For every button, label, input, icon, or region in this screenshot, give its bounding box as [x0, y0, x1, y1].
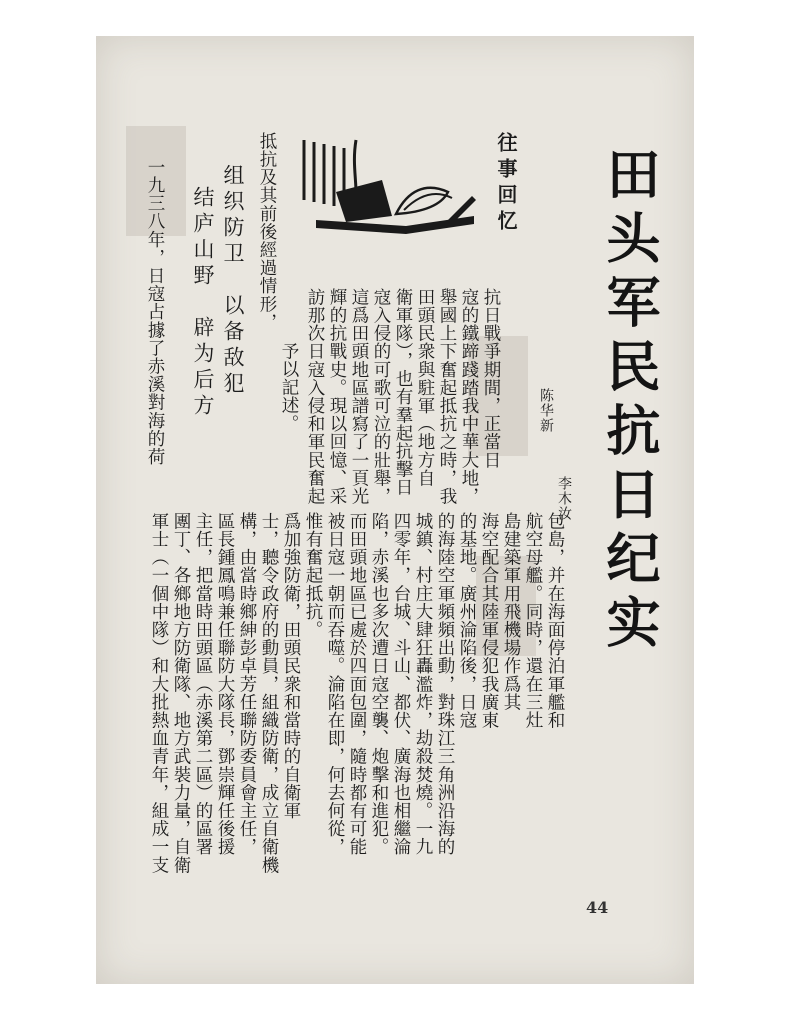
open-book-illustration — [296, 130, 486, 240]
author-2: 李木汝 — [556, 476, 572, 521]
text-line: 而田頭地區已處於四面包圍，隨時都有可能 — [347, 512, 367, 856]
text-line: 軍士（一個中隊）和大批熱血青年，組成一支 — [149, 512, 169, 874]
text-line: 主任，把當時田頭區（赤溪第二區）的區署 — [193, 512, 213, 856]
text-line: 田頭民衆與駐軍（地方自 — [415, 288, 435, 488]
text-line: 舉國上下奮起抵抗之時，我 — [437, 288, 457, 506]
text-line: 航空母艦。同時，還在三灶 — [523, 512, 543, 730]
section-label: 往事回忆 — [494, 132, 518, 236]
text-line: 士，聽令政府的動員，組織防衛，成立自衛機 — [259, 512, 279, 874]
text-line: 城鎮、村庄大肆狂轟濫炸，劫殺焚燒。一九 — [413, 512, 433, 856]
text-block-main — [148, 512, 566, 892]
text-line: 抗日戰爭期間，正當日 — [481, 288, 501, 469]
text-line: 寇入侵的可歌可泣的壯舉， — [371, 288, 391, 506]
text-line: 包島，并在海面停泊軍艦和 — [545, 512, 565, 730]
text-line: 的基地。廣州淪陷後，日寇 — [457, 512, 477, 730]
book-page — [96, 36, 694, 984]
text-line: 這爲田頭地區譜寫了一頁光 — [349, 288, 369, 506]
text-line: 四零年，台城、斗山、都伏、廣海也相繼淪 — [391, 512, 411, 856]
text-line: 島建築軍用飛機場作爲其 — [501, 512, 521, 712]
intro-tail-line-2: 予以記述。 — [279, 342, 299, 433]
author-1: 陈华新 — [538, 388, 554, 433]
text-line-last-left: 一九三八年，日寇占據了赤溪對海的荷 — [145, 158, 165, 466]
text-line: 海空配合其陸軍侵犯我廣東 — [479, 512, 499, 730]
text-line: 訪那次日寇入侵和軍民奮起 — [305, 288, 325, 506]
text-line: 爲加強防衛，田頭民衆和當時的自衛軍 — [281, 512, 301, 820]
text-line: 團丁、各鄉地方防衛隊、地方武裝力量，自衛 — [171, 512, 191, 874]
subtitle-2: 结庐山野 辟为后方 — [191, 186, 215, 420]
subtitle-1: 组织防卫 以备敌犯 — [221, 164, 245, 398]
text-line: 被日寇一朝而吞噬。淪陷在即，何去何從， — [325, 512, 345, 856]
text-line: 衛軍隊），也有羣起抗擊日 — [393, 288, 413, 497]
text-line: 區長鍾鳳鳴兼任聯防大隊長，鄧崇輝任後援 — [215, 512, 235, 856]
text-block-intro — [304, 288, 502, 506]
text-line: 寇的鐵蹄踐踏我中華大地， — [459, 288, 479, 506]
intro-tail-line: 抵抗及其前後經過情形， — [257, 132, 277, 332]
text-line: 陷，赤溪也多次遭日寇空襲、炮擊和進犯。 — [369, 512, 389, 856]
text-line: 輝的抗戰史。現以回憶、采 — [327, 288, 347, 506]
article-title: 田头军民抗日纪实 — [598, 146, 661, 658]
text-line: 構，由當時鄉紳彭卓芳任聯防委員會主任， — [237, 512, 257, 856]
page-number: 44 — [586, 898, 609, 917]
text-line: 惟有奮起抵抗。 — [303, 512, 323, 639]
text-line: 的海陸空軍頻頻出動，對珠江三角洲沿海的 — [435, 512, 455, 856]
